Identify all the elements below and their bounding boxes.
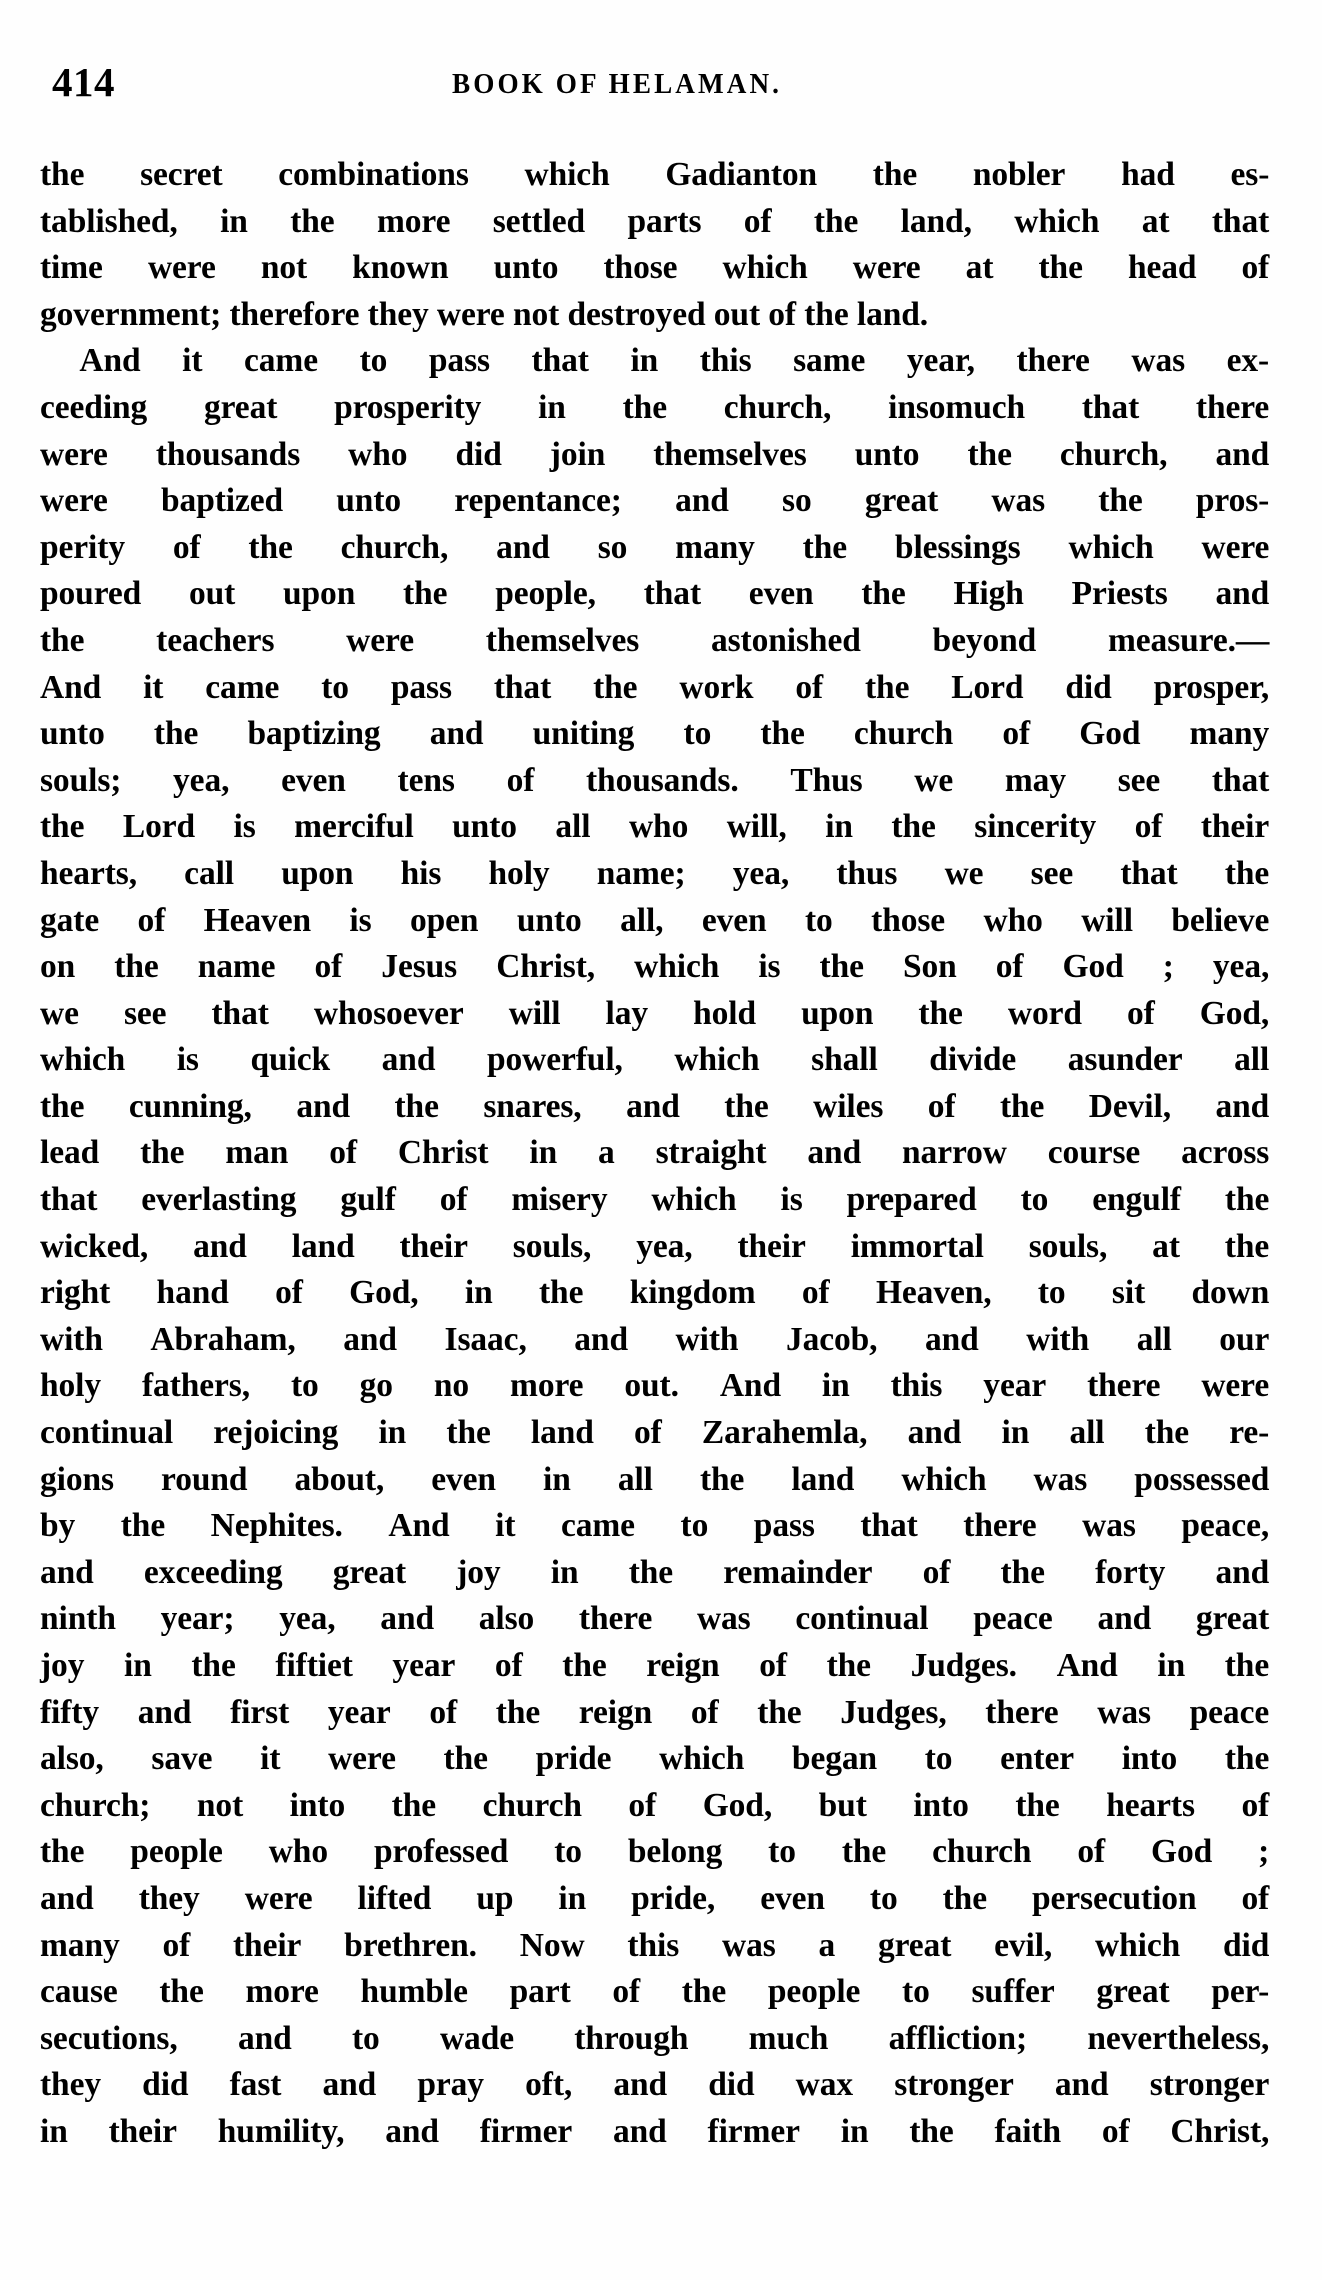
text-line-content: were thousands who did join themselves unto the church, and [40, 435, 1270, 473]
text-line-content: cause the more humble part of the people to suffer great per- [40, 1973, 1270, 2011]
text-line-content: holy fathers, to go no more out. And in this year there were [40, 1367, 1270, 1405]
text-line [40, 199, 1269, 246]
text-line-content: with Abraham, and Isaac, and with Jacob, and with all our [40, 1320, 1270, 1358]
page-header [0, 59, 1322, 116]
text-line [40, 1410, 1269, 1457]
text-line [40, 1736, 1269, 1783]
text-line [40, 1317, 1269, 1364]
text-line-content: the secret combinations which Gadianton the nobler had es- [40, 156, 1270, 193]
text-line [40, 1829, 1269, 1876]
text-line-content: the Lord is merciful unto all who will, in the sincerity of their [40, 808, 1270, 846]
text-line-content: the teachers were themselves astonished beyond measure.— [40, 621, 1270, 659]
text-line [40, 1596, 1269, 1643]
text-line-content: hearts, call upon his holy name; yea, thus we see that the [40, 854, 1270, 892]
text-line-content: were baptized unto repentance; and so great was the pros- [40, 482, 1270, 520]
text-line [40, 1503, 1269, 1550]
text-line-content: gions round about, even in all the land which was possessed [40, 1460, 1270, 1498]
text-line [40, 152, 1269, 199]
text-line-content: and they were lifted up in pride, even to the persecution of [40, 1879, 1270, 1917]
body-text-block [40, 152, 1288, 2156]
text-line-content: time were not known unto those which were at the head of [40, 249, 1270, 287]
running-head-title: BOOK OF HELAMAN. [452, 69, 783, 100]
text-line [40, 1270, 1269, 1317]
text-line-content: by the Nephites. And it came to pass that there was peace, [40, 1507, 1270, 1545]
text-line [40, 1177, 1269, 1224]
text-line [40, 1783, 1269, 1830]
text-line-content: the cunning, and the snares, and the wiles of the Devil, and [40, 1087, 1270, 1125]
text-line-content: right hand of God, in the kingdom of Heaven, to sit down [40, 1274, 1270, 1312]
text-line [40, 525, 1269, 572]
text-line-content: government; therefore they were not destroyed out of the land. [40, 295, 929, 333]
text-line-content: fifty and first year of the reign of the Judges, there was peace [40, 1693, 1270, 1731]
text-line [40, 245, 1269, 292]
text-line [40, 571, 1269, 618]
text-line [40, 1923, 1269, 1970]
text-line-content: that everlasting gulf of misery which is prepared to engulf the [40, 1181, 1270, 1219]
text-line [40, 1363, 1269, 1410]
text-line [40, 1457, 1269, 1504]
text-line [40, 2062, 1269, 2109]
text-line-content: ninth year; yea, and also there was continual peace and great [40, 1600, 1270, 1638]
text-line-content: continual rejoicing in the land of Zarahemla, and in all the re- [40, 1414, 1270, 1452]
text-line [40, 851, 1269, 898]
text-line [40, 758, 1269, 805]
text-line [40, 1550, 1269, 1597]
text-line-content: we see that whosoever will lay hold upon the word of God, [40, 994, 1270, 1032]
text-line [40, 991, 1269, 1038]
text-line [40, 944, 1269, 991]
text-line-content: tablished, in the more settled parts of the land, which at that [40, 202, 1270, 240]
text-line [40, 1969, 1269, 2016]
text-line-content: And it came to pass that in this same year, there was ex- [79, 342, 1270, 380]
text-line [40, 1876, 1269, 1923]
text-line [40, 2109, 1269, 2156]
text-line [40, 1084, 1269, 1131]
text-line [40, 711, 1269, 758]
text-line-content: and exceeding great joy in the remainder of the forty and [40, 1553, 1270, 1591]
text-line-content: joy in the fiftiet year of the reign of the Judges. And in the [40, 1647, 1270, 1684]
text-line-content: perity of the church, and so many the blessings which were [40, 528, 1270, 566]
text-line-content: which is quick and powerful, which shall divide asunder all [40, 1041, 1270, 1079]
text-line-content: on the name of Jesus Christ, which is the Son of God ; yea, [40, 948, 1270, 986]
text-line-content: And it came to pass that the work of the Lord did prosper, [40, 668, 1270, 706]
text-line-content: poured out upon the people, that even the High Priests and [40, 575, 1270, 613]
text-line [40, 1130, 1269, 1177]
text-line-content: wicked, and land their souls, yea, their immortal souls, at the [40, 1227, 1270, 1265]
text-line-content: the people who professed to belong to the church of God ; [40, 1833, 1270, 1871]
text-line [40, 1037, 1269, 1084]
text-line [40, 1224, 1269, 1271]
text-line [40, 618, 1269, 665]
text-line-content: lead the man of Christ in a straight and narrow course across [40, 1134, 1270, 1172]
text-line [40, 432, 1269, 479]
text-line [40, 1690, 1269, 1737]
text-line [40, 898, 1269, 945]
text-line-content: ceeding great prosperity in the church, insomuch that there [40, 388, 1270, 426]
text-line-content: unto the baptizing and uniting to the church of God many [40, 715, 1270, 753]
text-line-content: church; not into the church of God, but into the hearts of [40, 1786, 1270, 1824]
text-line [40, 2016, 1269, 2063]
text-line [40, 385, 1269, 432]
text-line-content: in their humility, and firmer and firmer in the faith of Christ, [40, 2112, 1270, 2150]
page-number: 414 [52, 59, 115, 105]
text-line [40, 292, 1269, 339]
text-line-content: also, save it were the pride which began to enter into the [40, 1740, 1270, 1778]
text-line-content: secutions, and to wade through much affliction; nevertheless, [40, 2019, 1270, 2057]
text-line [40, 1643, 1269, 1690]
text-line [40, 478, 1269, 525]
text-line [40, 665, 1269, 712]
text-line-content: they did fast and pray oft, and did wax stronger and stronger [40, 2066, 1270, 2104]
text-line [40, 338, 1269, 385]
text-line-content: many of their brethren. Now this was a great evil, which did [40, 1926, 1270, 1964]
text-line-content: souls; yea, even tens of thousands. Thus we may see that [40, 761, 1270, 799]
text-line-content: gate of Heaven is open unto all, even to those who will believe [40, 901, 1270, 939]
text-line [40, 804, 1269, 851]
